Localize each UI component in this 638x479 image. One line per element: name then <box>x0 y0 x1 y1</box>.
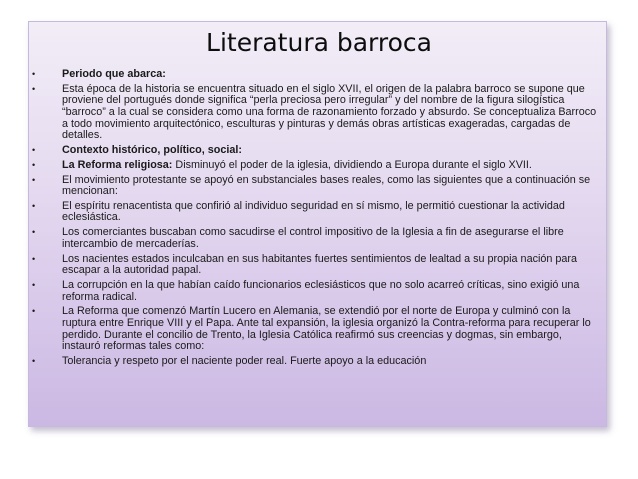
bullet-icon: • <box>32 159 36 170</box>
bullet-list <box>32 69 602 371</box>
bullet-item-context <box>32 145 602 157</box>
bullet-item-corruption <box>32 280 602 303</box>
bullet-icon: • <box>32 306 36 317</box>
bullet-icon: • <box>32 200 36 211</box>
bullet-text: El espíritu renacentista que confirió al individuo seguridad en sí mismo, le permitió cuestionar la actividad eclesiástica. <box>62 199 565 224</box>
bullet-text: Tolerancia y respeto por el naciente poder real. Fuerte apoyo a la educación <box>62 354 427 367</box>
bullet-text: La corrupción en la que habían caído funcionarios eclesiásticos que no solo acarreó críticas, sino exigió una reforma radical. <box>62 279 580 303</box>
bullet-item-states <box>32 254 602 277</box>
bullet-item-counter-reform <box>32 306 602 352</box>
bullet-item-reform <box>32 160 602 172</box>
bullet-item-origin <box>32 84 602 142</box>
bullet-text: El movimiento protestante se apoyó en substanciales bases reales, como las siguientes que a continuación se mencionan: <box>62 173 591 198</box>
bullet-icon: • <box>32 83 36 94</box>
bullet-label: Periodo que abarca: <box>62 68 166 80</box>
bullet-label: La Reforma religiosa: <box>62 158 173 171</box>
bullet-icon: • <box>32 227 36 238</box>
bullet-text: Los comerciantes buscaban como sacudirse el control impositivo de la Iglesia a fin de asegurarse el libre intercambio de mercaderías. <box>62 226 564 250</box>
bullet-text: Disminuyó el poder de la iglesia, dividiendo a Europa durante el siglo XVII. <box>172 158 532 171</box>
slide-title: Literatura barroca <box>206 28 432 57</box>
bullet-item-renaissance <box>32 201 602 224</box>
bullet-item-period <box>32 69 602 81</box>
bullet-icon: • <box>32 144 36 155</box>
bullet-icon: • <box>32 69 36 79</box>
bullet-icon: • <box>32 174 36 185</box>
bullet-text: La Reforma que comenzó Martín Lucero en Alemania, se extendió por el norte de Europa y culminó con la ruptura entre Enrique VIII y el Papa. Ante tal expansión, la iglesia organizó la Contra-reforma para recuperar lo perdido. Durante el concilio de Trento, la Iglesia Católica reafirmó sus creencias y dogmas, sin embargo, instauró reformas tales como: <box>62 305 591 353</box>
bullet-text: Esta época de la historia se encuentra situado en el siglo XVII, el origen de la palabra barroco se supone que proviene del portugués donde significa “perla preciosa pero irregular” y del nombre de la figura silogística “barroco” a la cual se considera como una forma de razonamiento forzado y absurdo. Se conceptualiza Barroco a todo movimiento arquitectónico, esculturas y pinturas y demás obras artísticas exageradas, cargadas de detalles. <box>62 82 597 142</box>
bullet-icon: • <box>32 355 36 366</box>
bullet-icon: • <box>32 280 36 290</box>
bullet-text: Los nacientes estados inculcaban en sus habitantes fuertes sentimientos de lealtad a su propia nación para escapar a la autoridad papal. <box>62 252 577 277</box>
bullet-label: Contexto histórico, político, social: <box>62 143 242 156</box>
bullet-item-protestant <box>32 175 602 198</box>
bullet-icon: • <box>32 253 36 264</box>
bullet-item-tolerance <box>32 356 602 368</box>
bullet-item-merchants <box>32 227 602 250</box>
